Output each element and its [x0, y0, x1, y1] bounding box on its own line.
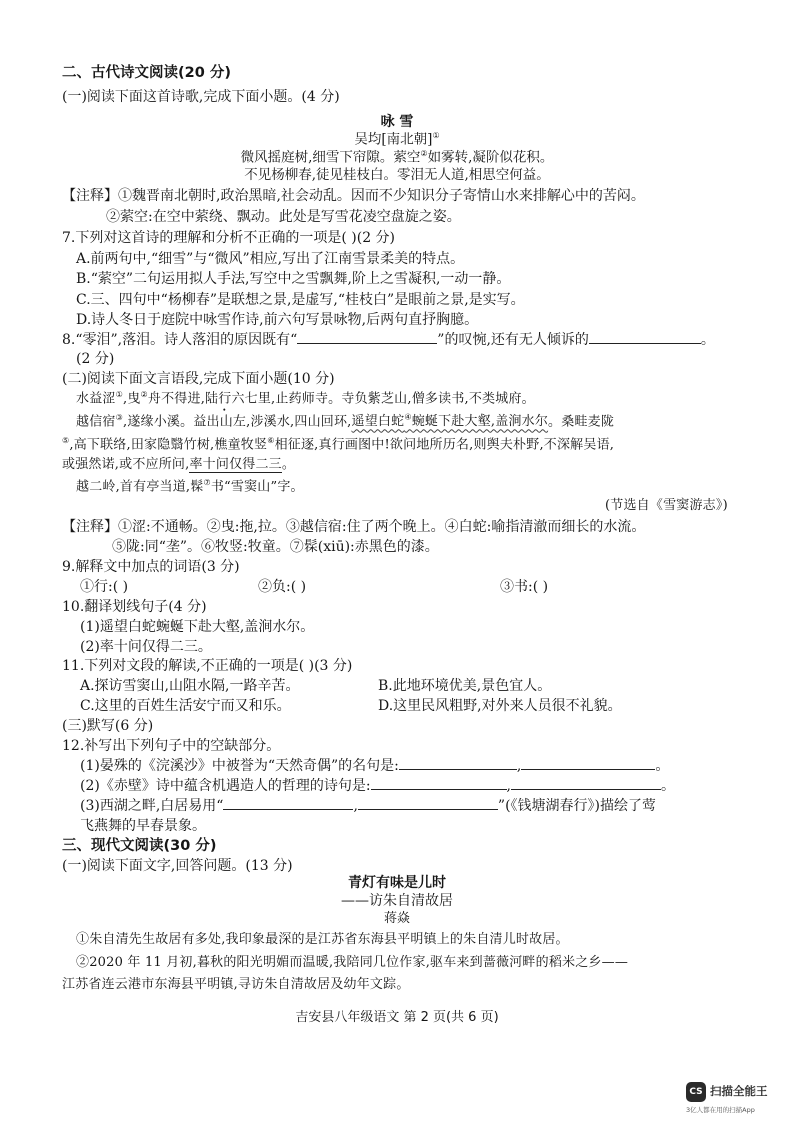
scanner-tagline: 3亿人都在用的扫描App	[686, 1106, 755, 1114]
poem-notes-2: ②萦空:在空中萦绕、飘动。此处是写雪花凌空盘旋之姿。	[106, 209, 461, 225]
q7-option-a: A.前两句中,“细雪”与“微风”相应,写出了江南雪景柔美的特点。	[76, 251, 465, 267]
q12-item-2: (2)《赤壁》诗中蕴含机遇造人的哲理的诗句是: , 。	[80, 778, 675, 794]
q12-1-blank-a[interactable]	[399, 757, 517, 770]
poem-line-1: 微风摇庭树,细雪下帘隙。萦空②如雾转,凝阶似花积。	[240, 149, 554, 166]
section-heading-3: 三、现代文阅读(30 分)	[62, 838, 217, 854]
q12-3-blank-a[interactable]	[223, 797, 353, 810]
q9-item-3: ③书:( )	[500, 579, 549, 595]
article-author: 蒋焱	[383, 911, 410, 926]
q7-option-d: D.诗人冬日于庭院中咏雪作诗,前六句写景咏物,后两句直抒胸臆。	[76, 312, 479, 328]
prose-paragraph-3: 越二岭,首有亭当道,髹⑦书“雪窦山”字。	[76, 478, 304, 495]
q12-item-1: (1)晏殊的《浣溪沙》中被誉为“天然奇偶”的名句是: , 。	[80, 758, 670, 774]
q11-option-a: A.探访雪窦山,山阻水隔,一路辛苦。	[80, 678, 300, 694]
prose-intro: (二)阅读下面文言语段,完成下面小题(10 分)	[62, 371, 335, 387]
q8-blank-2[interactable]	[589, 331, 701, 344]
article-paragraph-1: ①朱自清先生故居有多处,我印象最深的是江苏省东海县平明镇上的朱自清儿时故居。	[76, 932, 569, 947]
prose-source: (节选自《雪窦游志》)	[605, 498, 728, 513]
dictation-intro: (三)默写(6 分)	[62, 718, 154, 734]
article-title: 青灯有味是儿时	[348, 875, 446, 891]
page-footer: 吉安县八年级语文 第 2 页(共 6 页)	[295, 1010, 499, 1025]
poem-intro: (一)阅读下面这首诗歌,完成下面小题。(4 分)	[62, 89, 340, 105]
q11-stem: 11.下列对文段的解读,不正确的一项是( )(3 分)	[62, 658, 353, 674]
q12-2-blank-b[interactable]	[511, 777, 661, 790]
article-intro: (一)阅读下面文字,回答问题。(13 分)	[62, 858, 293, 874]
q12-stem: 12.补写出下列句子中的空缺部分。	[62, 738, 281, 754]
q12-item-3: (3)西湖之畔,白居易用“ , ”(《钱塘湖春行》)描绘了莺	[80, 798, 656, 814]
q10-stem: 10.翻译划线句子(4 分)	[62, 599, 207, 615]
scanner-logo-icon: CS	[686, 1082, 706, 1102]
q12-3-blank-b[interactable]	[358, 797, 498, 810]
poem-title: 咏 雪	[380, 114, 414, 130]
q12-1-blank-b[interactable]	[521, 757, 655, 770]
q9-item-2: ②负:( )	[258, 579, 307, 595]
q11-option-b: B.此地环境优美,景色宜人。	[378, 678, 552, 694]
q7-option-c: C.三、四句中“杨柳春”是联想之景,是虚写,“桂枝白”是眼前之景,是实写。	[76, 292, 525, 308]
q8-blank-1[interactable]	[297, 331, 437, 344]
article-subtitle: ——访朱自清故居	[341, 893, 453, 909]
q8-line: 8.“零泪”,落泪。诗人落泪的原因既有“ ”的叹惋,还有无人倾诉的 。	[62, 332, 715, 348]
q10-sentence-1: (1)遥望白蛇蜿蜒下赴大壑,盖涧水尔。	[80, 619, 315, 635]
poem-line-2: 不见杨柳春,徒见桂枝白。零泪无人道,相思空何益。	[244, 167, 550, 183]
article-paragraph-2: ②2020 年 11 月初,暮秋的阳光明媚而温暖,我陪同几位作家,驱车来到蔷薇河畔的稻米之乡——	[76, 955, 629, 970]
q11-option-c: C.这里的百姓生活安宁而又和乐。	[80, 698, 291, 714]
prose-paragraph-2-end: 或强然诺,或不应所问,率十问仅得二三。	[62, 457, 296, 472]
q8-score: (2 分)	[76, 351, 115, 367]
q9-item-1: ①行:( )	[80, 579, 129, 595]
prose-notes-2: ⑤陇:同“垄”。⑥牧竖:牧童。⑦髹(xiū):赤黑色的漆。	[112, 539, 439, 555]
q12-item-3-cont: 飞燕舞的早春景象。	[80, 818, 206, 834]
prose-paragraph-1: 水益涩①,曳②舟不得进,陆行六七里,止药师寺。寺负紫芝山,僧多读书,不类城府。	[76, 390, 535, 407]
q9-stem: 9.解释文中加点的词语(3 分)	[62, 559, 240, 575]
poem-notes-1: 【注释】①魏晋南北朝时,政治黑暗,社会动乱。因而不少知识分子寄情山水来排解心中的苦闷。	[62, 188, 645, 204]
q7-option-b: B.“萦空”二句运用拟人手法,写空中之雪飘舞,阶上之雪凝积,一动一静。	[76, 271, 511, 287]
poem-author: 吴均[南北朝]①	[354, 131, 440, 148]
q10-sentence-2: (2)率十问仅得二三。	[80, 639, 212, 655]
prose-paragraph-2: 越信宿③,遂缘小溪。益出山左,涉溪水,四山回环,遥望白蛇④蜿蜒下赴大壑,盖涧水尔。桑畦麦陇	[76, 413, 615, 430]
prose-paragraph-2-cont: ⑤,高下联络,田家隐翳竹树,樵童牧竖⑥相征逐,真行画图中!欲问地所历名,则舆夫朴野,不深解吴语,	[62, 436, 615, 453]
q7-stem: 7.下列对这首诗的理解和分析不正确的一项是( )(2 分)	[62, 230, 396, 246]
q12-2-blank-a[interactable]	[371, 777, 507, 790]
q11-option-d: D.这里民风粗野,对外来人员很不礼貌。	[378, 698, 622, 714]
section-heading-2: 二、古代诗文阅读(20 分)	[62, 65, 231, 81]
scanner-app-name: 扫描全能王	[710, 1084, 768, 1098]
prose-notes-1: 【注释】①涩:不通畅。②曳:拖,拉。③越信宿:住了两个晚上。④白蛇:喻指清澈而细长的水流。	[62, 519, 646, 535]
article-paragraph-2-cont: 江苏省连云港市东海县平明镇,寻访朱自清故居及幼年文踪。	[62, 977, 410, 992]
